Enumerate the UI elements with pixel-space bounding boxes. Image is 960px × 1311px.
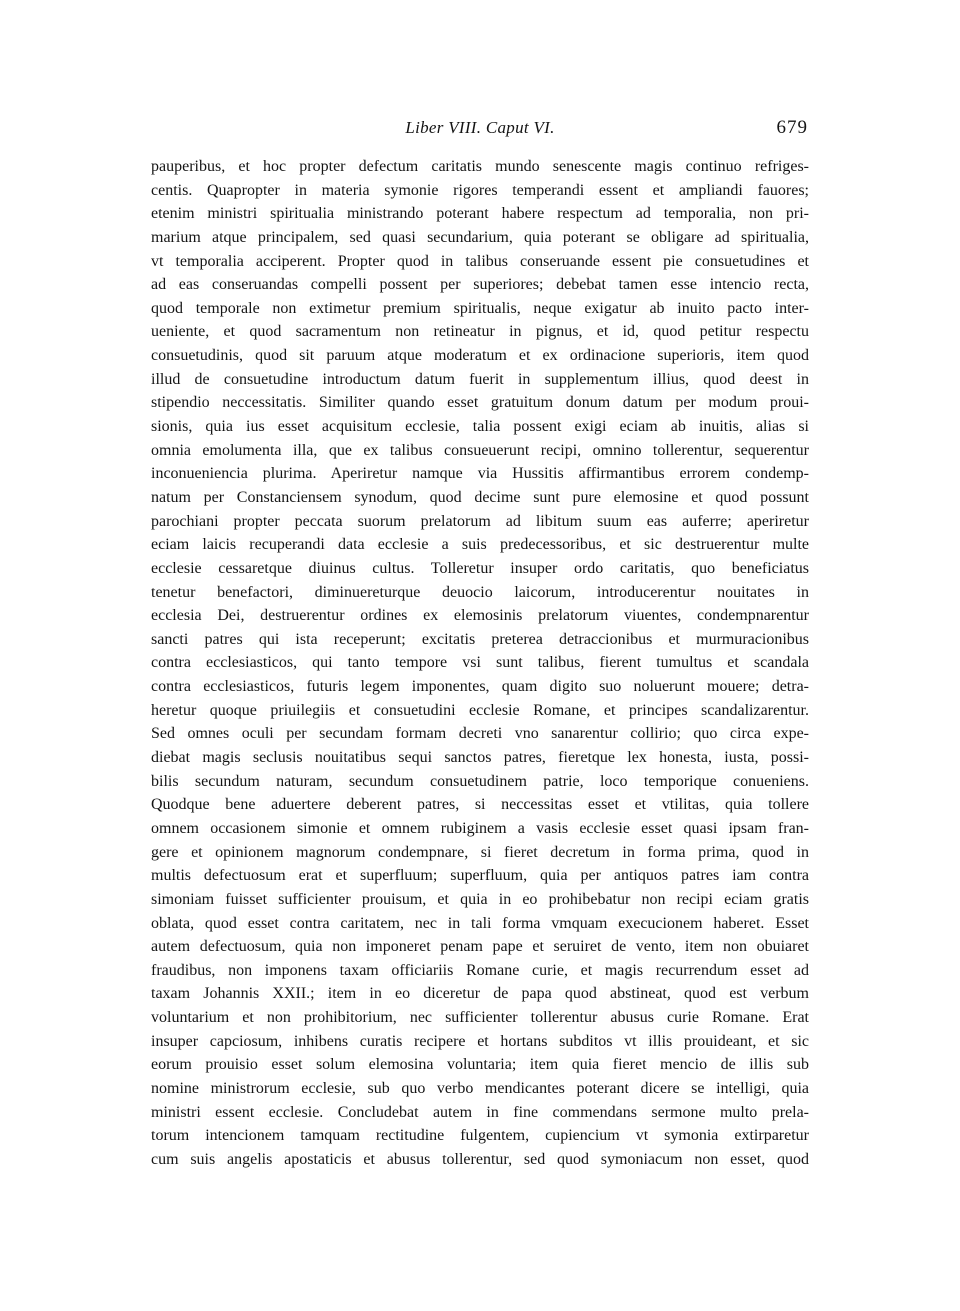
text-line: torum intencionem tamquam rectitudine fulgentem, cupiencium vt symonia extirparetur — [151, 1127, 809, 1145]
text-line: oblata, quod esset contra caritatem, nec in tali forma vmquam execucionem haberet. Esset — [151, 914, 809, 932]
body-text — [151, 155, 809, 1172]
text-line: cum suis angelis apostaticis et abusus tollerentur, sed quod symoniacum non esset, quod — [151, 1150, 809, 1168]
text-line: parochiani propter peccata suorum prelatorum ad libitum suum eas auferre; aperiretur — [151, 512, 809, 530]
page-number: 679 — [776, 117, 808, 138]
text-line: omnia emolumenta illa, que ex talibus consueuerunt recipi, omnino tollerentur, sequerentur — [151, 441, 809, 459]
text-line: ecclesie cessaretque diuinus cultus. Tolleretur insuper ordo caritatis, quo beneficiatus — [151, 559, 809, 577]
text-line: autem defectuosum, quia non imponeret penam pape et seruiret de vento, item non obuiaret — [151, 938, 809, 956]
text-line: nomine ministrorum ecclesie, sub quo verbo mendicantes poterant dicere se intelligi, quia — [151, 1079, 809, 1097]
text-line: bilis secundum naturam, secundum consuetudinem patrie, loco temporique conueniens. — [151, 772, 809, 790]
text-line: multis defectuosum erat et superfluum; superfluum, quia per antiquos patres iam contra — [151, 867, 809, 885]
text-line: Quodque bene aduertere deberent patres, si neccessitas esset et vtilitas, quia tollere — [151, 796, 809, 814]
text-line: heretur quoque priuilegiis et consuetudini ecclesie Romane, et principes scandalizarentur. — [151, 701, 809, 719]
text-line: insuper capciosum, inhibens curatis recipere et hortans subditos vt illis prouideant, et sic — [151, 1032, 809, 1050]
text-line: illud de consuetudine introductum datum fuerit in supplementum illius, quod deest in — [151, 370, 809, 388]
text-line: contra ecclesiasticos, futuris legem imponentes, quam digito suo noluerunt mouere; detra- — [151, 678, 809, 696]
running-title: Liber VIII. Caput VI. — [405, 118, 555, 137]
text-line: diebat magis seclusis nouitatibus sequi sanctos patres, fieretque lex honesta, iusta, possi- — [151, 749, 809, 767]
text-line: pauperibus, et hoc propter defectum caritatis mundo senescente magis continuo refriges- — [151, 158, 809, 175]
text-line: omnem occasionem simonie et omnem rubiginem a vasis ecclesie esset quasi ipsam fran- — [151, 819, 809, 837]
text-line: ministri essent ecclesie. Concludebat autem in fine commendans sermone multo prela- — [151, 1103, 809, 1121]
text-line: stipendio neccessitatis. Similiter quando esset gratuitum donum datum per modum proui- — [151, 394, 809, 412]
text-line: quod temporale non extimetur premium spiritualis, neque exigatur ab inuito pacto inter- — [151, 299, 809, 317]
text-line: ueniente, et quod sacramentum non retineatur in pignus, et id, quod petitur respectu — [151, 323, 809, 341]
text-line: ad eas conseruandas compelli possent per superiores; debebat tamen esse intencio recta, — [151, 276, 809, 294]
text-line: inconueniencia plurima. Aperiretur namque via Hussitis affirmantibus errorem condemp- — [151, 465, 809, 483]
text-line: natum per Constanciensem synodum, quod decime sunt pure elemosine et quod possunt — [151, 488, 809, 506]
text-line: eorum prouisio esset solum elemosina voluntaria; item quia fieret mencio de illis sub — [151, 1056, 809, 1074]
text-line: centis. Quapropter in materia symonie rigores temperandi essent et ampliandi fauores; — [151, 181, 809, 199]
text-line: consuetudinis, quod sit paruum atque moderatum et ex ordinacione superioris, item quod — [151, 347, 809, 365]
text-line: taxam Johannis XXII.; item in eo diceretur de papa quod abstineat, quod est verbum — [151, 985, 809, 1003]
text-line: etenim ministri spiritualia ministrando poterant habere respectum ad temporalia, non pri- — [151, 205, 809, 223]
text-line: vt temporalia acciperent. Propter quod in talibus conseruande essent pie consuetudines et — [151, 252, 809, 270]
text-line: voluntarium et non prohibitorium, nec sufficienter tollerentur abusus curie Romane. Erat — [151, 1009, 809, 1027]
text-line: contra ecclesiasticos, qui tanto tempore vsi sunt talibus, fierent tumultus et scandala — [151, 654, 809, 672]
text-line: gere et opinionem magnorum condempnare, si fieret decretum in forma prima, quod in — [151, 843, 809, 861]
text-line: marium atque principalem, sed quasi secundarium, quia poterant se obligare ad spiritualia, — [151, 228, 809, 246]
text-line: eciam laicis recuperandi data ecclesie a suis predecessoribus, et sic destruerentur multe — [151, 536, 809, 554]
text-line: tenetur benefactori, diminuereturque deuocio laicorum, introducerentur nouitates in — [151, 583, 809, 601]
text-line: sionis, quia ius esset acquisitum ecclesie, talia possent exigi eciam ab inuitis, alias si — [151, 418, 809, 436]
text-line: sancti patres qui ista receperunt; excitatis preterea detraccionibus et murmuracionibus — [151, 630, 809, 648]
text-line: Sed omnes oculi per secundam formam decreti vno sanarentur collirio; quo circa expe- — [151, 725, 809, 743]
text-line: simoniam fuisset sufficienter prouisum, et quia in eo prohibebatur non recipi eciam gratis — [151, 890, 809, 908]
text-line: ecclesia Dei, destruerentur ordines ex elemosinis prelatorum viuentes, condempnarentur — [151, 607, 809, 625]
text-line: fraudibus, non imponens taxam officiariis Romane curie, et magis recurrendum esset ad — [151, 961, 809, 979]
